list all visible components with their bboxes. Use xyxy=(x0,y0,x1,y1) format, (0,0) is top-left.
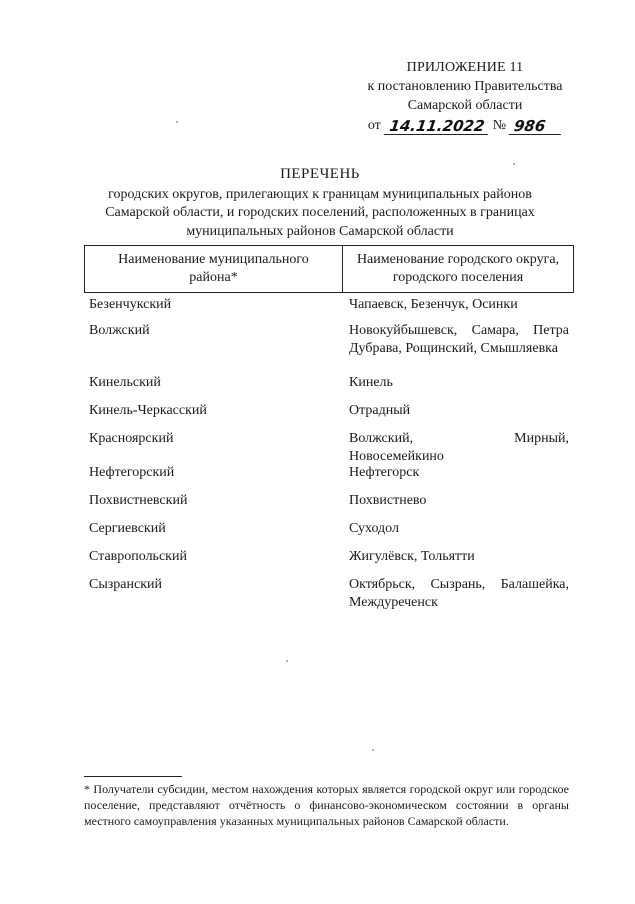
scan-speck xyxy=(286,660,288,662)
document-heading xyxy=(60,165,580,241)
date-prefix: от xyxy=(367,118,381,133)
settlement-names: Волжский, Мирный, Новосемейкино xyxy=(349,431,569,464)
district-name: Безенчукский xyxy=(89,297,172,312)
heading-line-2: Самарской области, и городских поселений, расположенных в границах xyxy=(105,205,535,220)
number-prefix: № xyxy=(492,118,507,133)
district-name: Красноярский xyxy=(89,431,174,446)
footnote-rule xyxy=(84,776,182,777)
settlement-names: Октябрьск, Сызрань, Балашейка, Междуреченск xyxy=(349,577,569,610)
settlement-names: Чапаевск, Безенчук, Осинки xyxy=(349,297,518,312)
district-name: Похвистневский xyxy=(89,493,188,508)
table-header xyxy=(84,245,574,293)
heading-title: ПЕРЕЧЕНЬ xyxy=(280,166,360,182)
settlement-names: Жигулёвск, Тольятти xyxy=(349,549,475,564)
footnote-text: * Получатели субсидии, местом нахождения которых является городской округ или городское поселение, представляют отчётность о финансово-экономическом состоянии в органы местного самоуправления указанных муниципальных районов Самарской области. xyxy=(84,782,569,828)
scan-speck xyxy=(372,749,374,751)
handwritten-date: 14.11.2022 xyxy=(384,118,490,135)
scan-speck xyxy=(176,121,178,123)
district-name: Кинель-Черкасский xyxy=(89,403,207,418)
settlement-names: Кинель xyxy=(349,375,393,390)
district-name: Волжский xyxy=(89,323,150,338)
appendix-line-2: Самарской области xyxy=(407,98,523,113)
heading-line-3: муниципальных районов Самарской области xyxy=(186,223,454,239)
handwritten-number: 986 xyxy=(509,118,563,135)
settlement-names: Суходол xyxy=(349,521,399,536)
heading-line-1: городских округов, прилегающих к границам муниципальных районов xyxy=(108,186,532,202)
district-name: Кинельский xyxy=(89,375,161,390)
settlement-names: Новокуйбышевск, Самара, Петра Дубрава, Рощинский, Смышляевка xyxy=(349,323,569,356)
date-number-line xyxy=(350,116,580,135)
appendix-title: ПРИЛОЖЕНИЕ 11 xyxy=(406,60,524,75)
appendix-block xyxy=(350,58,580,135)
scan-speck xyxy=(513,163,515,165)
district-name: Ставропольский xyxy=(89,549,187,564)
appendix-line-1: к постановлению Правительства xyxy=(367,79,563,94)
header-settlement: Наименование городского округа, городского поселения xyxy=(356,252,560,285)
district-name: Сергиевский xyxy=(89,521,166,536)
settlement-names: Отрадный xyxy=(349,403,411,418)
settlement-names: Нефтегорск xyxy=(349,465,420,480)
header-district: Наименование муниципального района* xyxy=(85,246,343,292)
settlement-names: Похвистнево xyxy=(349,493,427,508)
district-name: Нефтегорский xyxy=(89,465,175,480)
district-name: Сызранский xyxy=(89,577,162,592)
